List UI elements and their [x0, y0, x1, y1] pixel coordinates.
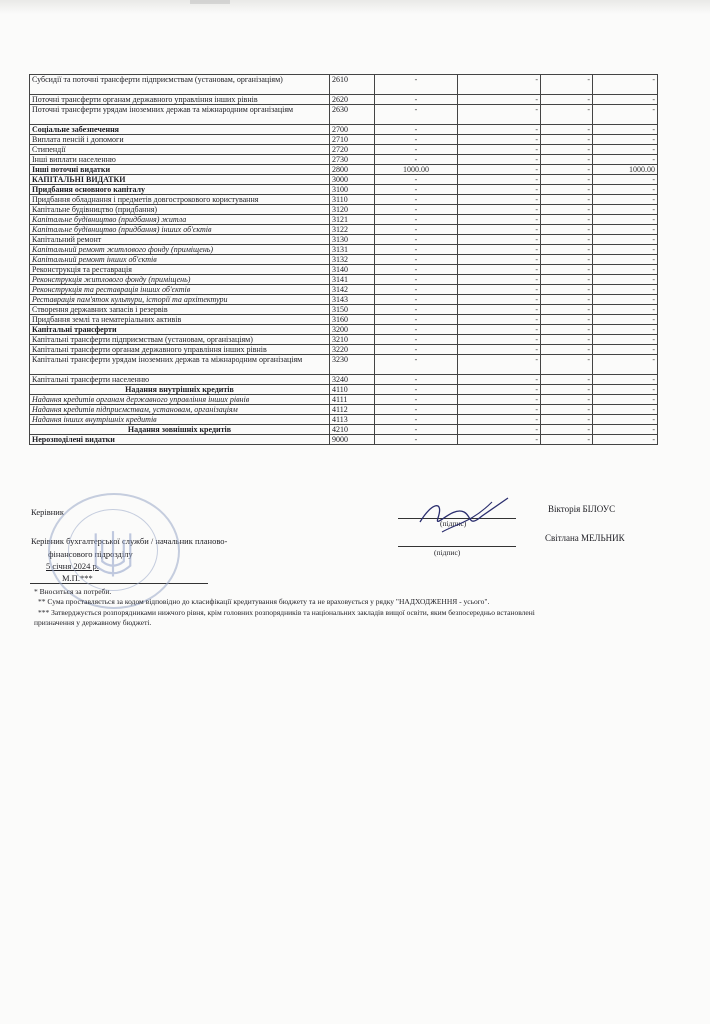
trident-emblem-icon: [86, 529, 140, 583]
row-value-2: -: [458, 295, 541, 305]
row-value-2: -: [458, 135, 541, 145]
row-value-4: -: [593, 195, 658, 205]
row-code: 3110: [330, 195, 375, 205]
row-value-3: -: [541, 225, 593, 235]
row-name: Реставрація пам'яток культури, історії та архітектури: [30, 295, 330, 305]
row-code: 9000: [330, 435, 375, 445]
row-value-4: -: [593, 285, 658, 295]
row-value-4: -: [593, 225, 658, 235]
row-value-4: -: [593, 335, 658, 345]
row-value-4: -: [593, 185, 658, 195]
row-value-2: -: [458, 335, 541, 345]
row-code: 3130: [330, 235, 375, 245]
row-value-3: -: [541, 315, 593, 325]
row-value-4: -: [593, 125, 658, 135]
row-value-4: -: [593, 155, 658, 165]
table-row: [30, 325, 658, 335]
row-value-4: -: [593, 205, 658, 215]
row-value-2: -: [458, 315, 541, 325]
row-value-1: -: [375, 355, 458, 375]
row-value-1: -: [375, 245, 458, 255]
row-code: 3150: [330, 305, 375, 315]
row-code: 3100: [330, 185, 375, 195]
row-value-4: -: [593, 215, 658, 225]
row-name: Капітальні трансферти урядам іноземних держав та міжнародним організаціям: [30, 355, 330, 375]
row-code: 3220: [330, 345, 375, 355]
row-value-4: -: [593, 425, 658, 435]
table-row: [30, 195, 658, 205]
row-name: Поточні трансферти органам державного управління інших рівнів: [30, 95, 330, 105]
head-name: Вікторія БІЛОУС: [548, 504, 616, 514]
row-value-3: -: [541, 215, 593, 225]
row-code: 2610: [330, 75, 375, 95]
row-value-3: -: [541, 155, 593, 165]
row-value-4: -: [593, 135, 658, 145]
row-code: 4113: [330, 415, 375, 425]
footnote-3-continued: призначення у державному бюджеті.: [34, 618, 152, 627]
table-row: [30, 165, 658, 175]
row-value-3: -: [541, 145, 593, 155]
seal-label: М.П.***: [62, 573, 93, 583]
row-value-3: -: [541, 235, 593, 245]
table-row: [30, 385, 658, 395]
table-row: [30, 245, 658, 255]
row-name: Інші поточні видатки: [30, 165, 330, 175]
row-value-2: -: [458, 305, 541, 315]
row-value-4: -: [593, 385, 658, 395]
row-value-4: -: [593, 255, 658, 265]
row-value-1: -: [375, 435, 458, 445]
row-value-3: -: [541, 395, 593, 405]
row-code: 3132: [330, 255, 375, 265]
row-value-1: -: [375, 375, 458, 385]
scan-mark: [190, 0, 230, 4]
row-value-2: -: [458, 145, 541, 155]
footnote-3: *** Затверджується розпорядниками нижчого рівня, крім головних розпорядників та національних закладів вищої освіти, яким безпосередньо встановлені: [38, 608, 535, 617]
row-value-4: -: [593, 295, 658, 305]
row-value-1: -: [375, 255, 458, 265]
row-value-1: -: [375, 225, 458, 235]
row-name: Капітальний ремонт житлового фонду (приміщень): [30, 245, 330, 255]
row-code: 2630: [330, 105, 375, 125]
row-value-3: -: [541, 255, 593, 265]
row-value-2: -: [458, 215, 541, 225]
document-date: 5 січня 2024 р.: [46, 561, 99, 571]
head-label: Керівник: [31, 507, 64, 517]
row-code: 2700: [330, 125, 375, 135]
row-value-2: -: [458, 175, 541, 185]
row-value-2: -: [458, 425, 541, 435]
row-code: 3142: [330, 285, 375, 295]
row-code: 2620: [330, 95, 375, 105]
table-row: [30, 185, 658, 195]
table-row: [30, 105, 658, 125]
row-code: 4210: [330, 425, 375, 435]
row-name: Створення державних запасів і резервів: [30, 305, 330, 315]
row-value-1: -: [375, 335, 458, 345]
accountant-label-line1: Керівник бухгалтерської служби / начальник планово-: [31, 536, 228, 546]
row-name: Капітальні трансферти населенню: [30, 375, 330, 385]
handwritten-signature-1: [412, 492, 522, 546]
row-value-2: -: [458, 375, 541, 385]
row-value-4: -: [593, 375, 658, 385]
row-value-4: -: [593, 435, 658, 445]
row-value-3: -: [541, 105, 593, 125]
row-value-4: -: [593, 415, 658, 425]
row-value-3: -: [541, 265, 593, 275]
row-value-1: -: [375, 135, 458, 145]
row-code: 3141: [330, 275, 375, 285]
footnote-2: ** Сума проставляється за кодом відповідно до класифікації кредитування бюджету та не враховується у рядку "НАДХОДЖЕННЯ - усього".: [38, 597, 490, 606]
table-row: [30, 405, 658, 415]
row-value-1: -: [375, 425, 458, 435]
head-signature-caption: (підпис): [440, 519, 467, 528]
row-name: Капітальне будівництво (придбання) житла: [30, 215, 330, 225]
row-value-2: -: [458, 75, 541, 95]
row-value-2: -: [458, 255, 541, 265]
row-value-4: -: [593, 265, 658, 275]
row-name: Надання інших внутрішніх кредитів: [30, 415, 330, 425]
row-value-3: -: [541, 195, 593, 205]
table-row: [30, 375, 658, 385]
table-row: [30, 225, 658, 235]
row-value-3: -: [541, 275, 593, 285]
accountant-signature-caption: (підпис): [434, 548, 461, 557]
table-row: [30, 145, 658, 155]
row-code: 3210: [330, 335, 375, 345]
table-row: [30, 255, 658, 265]
row-value-3: -: [541, 135, 593, 145]
row-value-1: -: [375, 105, 458, 125]
row-name: Стипендії: [30, 145, 330, 155]
row-value-2: -: [458, 195, 541, 205]
table-row: [30, 95, 658, 105]
page-top-shadow: [0, 0, 710, 14]
row-value-4: -: [593, 175, 658, 185]
row-value-1: -: [375, 325, 458, 335]
row-value-4: -: [593, 355, 658, 375]
row-name: Субсидії та поточні трансферти підприємствам (установам, організаціям): [30, 75, 330, 95]
row-value-2: -: [458, 245, 541, 255]
row-name: Виплата пенсій і допомоги: [30, 135, 330, 145]
row-name: Нерозподілені видатки: [30, 435, 330, 445]
row-code: 2730: [330, 155, 375, 165]
row-value-1: -: [375, 145, 458, 155]
row-value-2: -: [458, 95, 541, 105]
row-code: 2710: [330, 135, 375, 145]
table-row: [30, 285, 658, 295]
table-row: [30, 295, 658, 305]
row-value-1: -: [375, 395, 458, 405]
row-value-4: -: [593, 405, 658, 415]
row-value-1: -: [375, 385, 458, 395]
row-value-4: -: [593, 305, 658, 315]
row-value-2: -: [458, 125, 541, 135]
row-value-1: -: [375, 75, 458, 95]
row-value-1: -: [375, 185, 458, 195]
row-value-1: -: [375, 405, 458, 415]
row-value-2: -: [458, 415, 541, 425]
row-value-3: -: [541, 205, 593, 215]
row-name: Придбання основного капіталу: [30, 185, 330, 195]
row-name: Капітальні трансферти: [30, 325, 330, 335]
row-value-2: -: [458, 345, 541, 355]
budget-table: [29, 74, 658, 445]
row-name: Капітальний ремонт: [30, 235, 330, 245]
row-value-2: -: [458, 325, 541, 335]
table-row: [30, 265, 658, 275]
row-code: 4112: [330, 405, 375, 415]
row-name: Інші виплати населенню: [30, 155, 330, 165]
table-row: [30, 215, 658, 225]
row-value-1: -: [375, 305, 458, 315]
row-value-3: -: [541, 435, 593, 445]
row-value-3: -: [541, 405, 593, 415]
row-value-1: -: [375, 205, 458, 215]
row-code: 3122: [330, 225, 375, 235]
row-name: Капітальний ремонт інших об'єктів: [30, 255, 330, 265]
row-code: 3120: [330, 205, 375, 215]
row-value-2: -: [458, 275, 541, 285]
table-row: [30, 125, 658, 135]
row-name: КАПІТАЛЬНІ ВИДАТКИ: [30, 175, 330, 185]
table-row: [30, 345, 658, 355]
row-value-1: -: [375, 345, 458, 355]
row-name: Надання зовнішніх кредитів: [30, 425, 330, 435]
accountant-name: Світлана МЕЛЬНИК: [545, 533, 625, 543]
accountant-label-line2: фінансового підрозділу: [48, 549, 133, 559]
row-value-3: -: [541, 95, 593, 105]
footnote-1: * Вноситься за потреби.: [34, 587, 112, 596]
row-value-3: -: [541, 375, 593, 385]
row-value-3: -: [541, 175, 593, 185]
row-code: 3160: [330, 315, 375, 325]
row-value-3: -: [541, 335, 593, 345]
table-row: [30, 305, 658, 315]
row-value-2: -: [458, 185, 541, 195]
row-name: Капітальні трансферти підприємствам (установам, організаціям): [30, 335, 330, 345]
row-name: Реконструкція та реставрація: [30, 265, 330, 275]
row-code: 3240: [330, 375, 375, 385]
row-name: Капітальне будівництво (придбання): [30, 205, 330, 215]
row-value-3: -: [541, 185, 593, 195]
row-value-2: -: [458, 225, 541, 235]
row-value-1: -: [375, 415, 458, 425]
row-value-4: -: [593, 105, 658, 125]
row-value-2: -: [458, 205, 541, 215]
table-row: [30, 415, 658, 425]
row-name: Капітальне будівництво (придбання) інших об'єктів: [30, 225, 330, 235]
row-value-4: -: [593, 95, 658, 105]
row-value-1: -: [375, 155, 458, 165]
row-name: Реконструкція житлового фонду (приміщень): [30, 275, 330, 285]
row-value-2: -: [458, 155, 541, 165]
row-name: Надання внутрішніх кредитів: [30, 385, 330, 395]
row-code: 2720: [330, 145, 375, 155]
row-value-4: -: [593, 245, 658, 255]
row-name: Надання кредитів органам державного управління інших рівнів: [30, 395, 330, 405]
row-name: Придбання землі та нематеріальних активів: [30, 315, 330, 325]
row-value-1: -: [375, 315, 458, 325]
row-name: Поточні трансферти урядам іноземних держав та міжнародним організаціям: [30, 105, 330, 125]
row-value-2: -: [458, 355, 541, 375]
row-value-1: -: [375, 295, 458, 305]
row-value-1: -: [375, 265, 458, 275]
row-value-3: -: [541, 305, 593, 315]
row-value-2: -: [458, 265, 541, 275]
row-code: 4111: [330, 395, 375, 405]
row-code: 3230: [330, 355, 375, 375]
row-value-4: -: [593, 345, 658, 355]
row-value-2: -: [458, 285, 541, 295]
table-row: [30, 425, 658, 435]
table-row: [30, 435, 658, 445]
row-value-3: -: [541, 325, 593, 335]
row-value-1: -: [375, 285, 458, 295]
row-value-4: -: [593, 325, 658, 335]
row-value-2: -: [458, 405, 541, 415]
row-name: Соціальне забезпечення: [30, 125, 330, 135]
row-code: 3131: [330, 245, 375, 255]
row-value-4: -: [593, 235, 658, 245]
row-value-3: -: [541, 285, 593, 295]
row-value-1: -: [375, 235, 458, 245]
row-value-1: -: [375, 195, 458, 205]
row-value-1: -: [375, 95, 458, 105]
row-code: 2800: [330, 165, 375, 175]
row-name: Надання кредитів підприємствам, установам, організаціям: [30, 405, 330, 415]
row-name: Капітальні трансферти органам державного управління інших рівнів: [30, 345, 330, 355]
row-value-2: -: [458, 105, 541, 125]
row-value-4: -: [593, 75, 658, 95]
row-value-3: -: [541, 165, 593, 175]
row-value-2: -: [458, 165, 541, 175]
row-value-3: -: [541, 295, 593, 305]
row-value-1: -: [375, 215, 458, 225]
row-value-3: -: [541, 345, 593, 355]
row-code: 3143: [330, 295, 375, 305]
table-row: [30, 175, 658, 185]
row-value-1: -: [375, 275, 458, 285]
row-value-4: -: [593, 315, 658, 325]
row-code: 3000: [330, 175, 375, 185]
table-row: [30, 315, 658, 325]
row-value-3: -: [541, 425, 593, 435]
row-code: 3200: [330, 325, 375, 335]
table-row: [30, 75, 658, 95]
row-value-2: -: [458, 435, 541, 445]
row-value-4: -: [593, 395, 658, 405]
row-code: 3140: [330, 265, 375, 275]
table-row: [30, 235, 658, 245]
row-name: Реконструкція та реставрація інших об'єктів: [30, 285, 330, 295]
table-row: [30, 355, 658, 375]
row-code: 3121: [330, 215, 375, 225]
table-row: [30, 155, 658, 165]
row-value-3: -: [541, 415, 593, 425]
table-row: [30, 335, 658, 345]
row-code: 4110: [330, 385, 375, 395]
row-value-3: -: [541, 75, 593, 95]
row-value-3: -: [541, 385, 593, 395]
row-value-2: -: [458, 235, 541, 245]
row-value-1: -: [375, 175, 458, 185]
row-value-3: -: [541, 355, 593, 375]
row-value-2: -: [458, 395, 541, 405]
budget-table-body: [30, 75, 658, 445]
row-value-2: -: [458, 385, 541, 395]
table-row: [30, 205, 658, 215]
accountant-signature-line: [398, 546, 516, 547]
row-value-4: -: [593, 145, 658, 155]
row-name: Придбання обладнання і предметів довгострокового користування: [30, 195, 330, 205]
table-row: [30, 135, 658, 145]
row-value-1: -: [375, 125, 458, 135]
row-value-3: -: [541, 245, 593, 255]
row-value-4: 1000.00: [593, 165, 658, 175]
table-row: [30, 395, 658, 405]
row-value-3: -: [541, 125, 593, 135]
row-value-4: -: [593, 275, 658, 285]
row-value-1: 1000.00: [375, 165, 458, 175]
table-row: [30, 275, 658, 285]
